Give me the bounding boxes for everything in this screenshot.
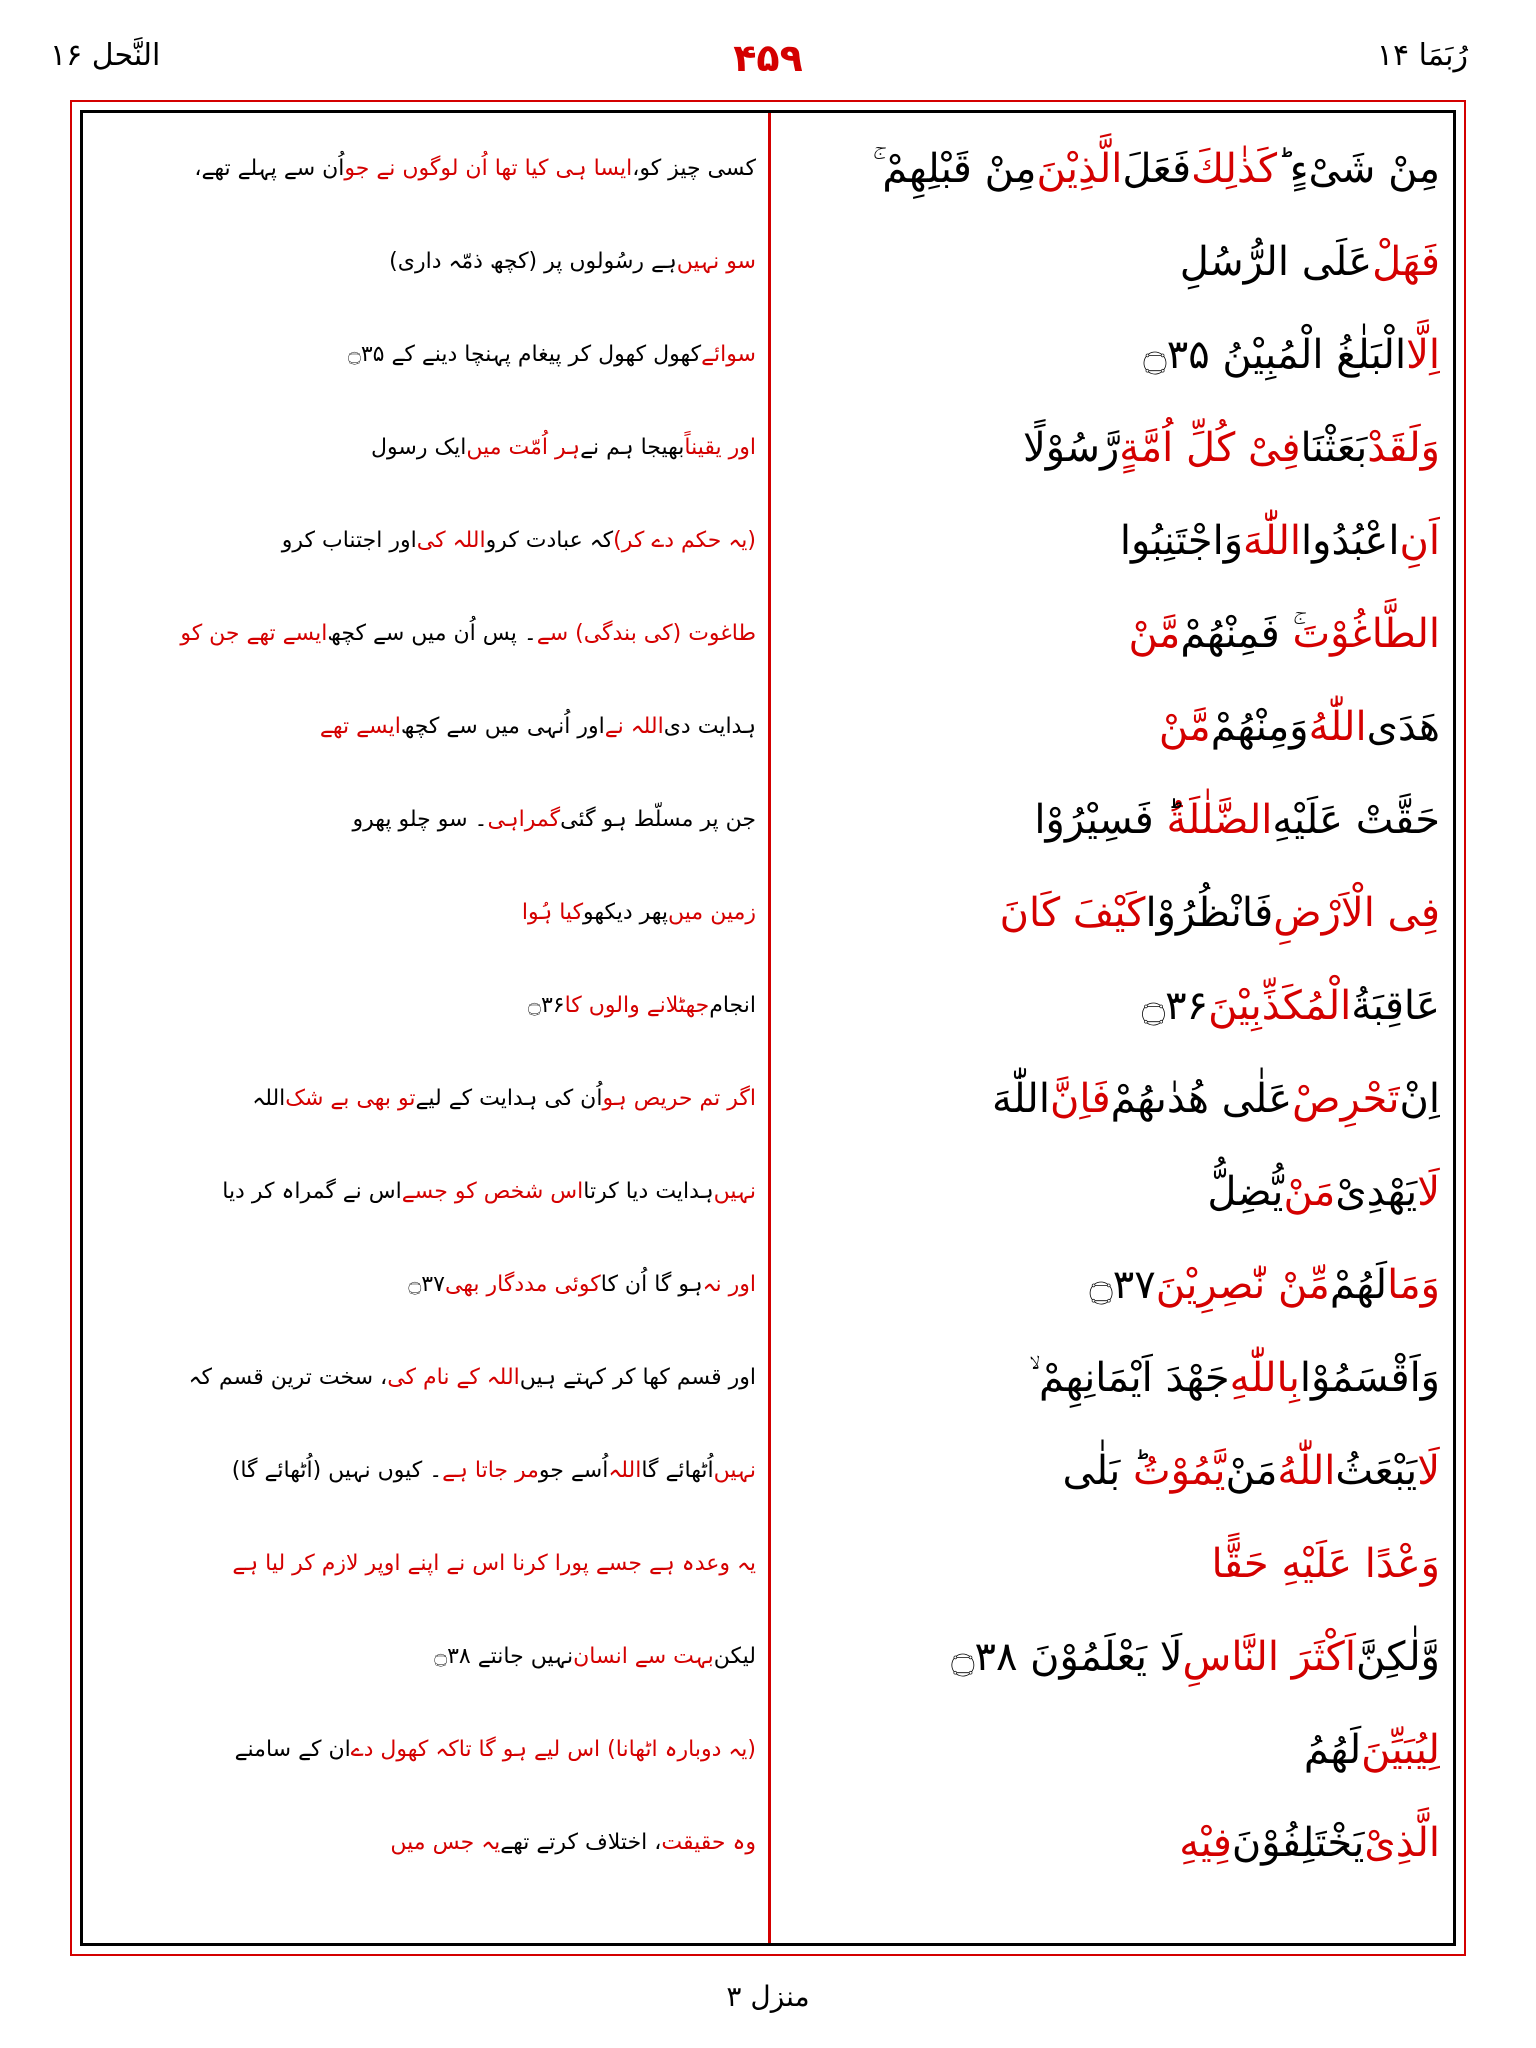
arabic-verse-line-segment: اللّٰهَ — [991, 1075, 1050, 1122]
arabic-verse-line-segment: فَانْظُرُوْا — [1145, 889, 1274, 936]
urdu-translation-line-segment: مر جاتا ہے — [442, 1458, 539, 1483]
urdu-translation-line-segment: ۔ پس اُن میں سے کچھ — [327, 621, 537, 646]
surah-label: النَّحل ۱۶ — [50, 38, 161, 73]
column-divider — [768, 113, 771, 1943]
arabic-verse-line-segment: اِنْ — [1399, 1075, 1440, 1122]
arabic-verse-line-segment: اعْبُدُوا — [1301, 517, 1400, 564]
arabic-verse-line-segment: ۚ فَمِنْهُمْ — [1180, 610, 1293, 657]
urdu-translation-line-segment: نہیں — [713, 1179, 756, 1204]
arabic-verse-line-segment: فَعَلَ — [1122, 145, 1192, 192]
urdu-translation-line-segment: ، اختلاف کرتے تھے — [500, 1830, 662, 1855]
arabic-verse-line-segment: ۝۳۶ — [1141, 982, 1209, 1029]
arabic-verse-line — [790, 1517, 1440, 1610]
urdu-translation-line-segment: کھول کھول کر پیغام پہنچا دینے کے ۝۳۵ — [347, 342, 702, 367]
arabic-verse-line — [790, 1424, 1440, 1517]
urdu-translation-line-segment: نہیں جانتے ۝۳۸ — [434, 1644, 574, 1669]
urdu-translation-line-segment: (یہ حکم دے کر) — [613, 528, 756, 553]
urdu-translation-line — [100, 1331, 756, 1424]
arabic-verse-line-segment: وَعْدًا عَلَیْهِ حَقًّا — [1211, 1540, 1440, 1587]
arabic-verse-line-segment: مَنْ — [1283, 1168, 1336, 1215]
urdu-translation-line — [100, 1610, 756, 1703]
arabic-verse-line-segment: بَعَثْنَا — [1300, 424, 1368, 471]
urdu-translation-line-segment: کیا ہُوا — [521, 900, 584, 925]
arabic-verse-line-segment: وَّلٰكِنَّ — [1355, 1633, 1440, 1680]
arabic-verse-line-segment: رَّسُوْلًا — [1022, 424, 1120, 471]
urdu-translation-line-segment: اُن کی ہدایت کے لیے — [415, 1086, 603, 1111]
urdu-translation-line-segment: کہ عبادت کرو — [485, 528, 614, 553]
arabic-verse-line-segment: كَذٰلِكَ — [1191, 145, 1278, 192]
arabic-verse-line-segment: مِّنْ نّٰصِرِیْنَ — [1155, 1261, 1330, 1308]
arabic-verse-line-segment: عَلٰی هُدٰىهُمْ — [1110, 1075, 1293, 1122]
urdu-translation-line-segment: بھیجا ہم نے — [580, 435, 685, 460]
urdu-translation-line-segment: ۝۳۶ — [528, 993, 565, 1018]
arabic-verse-line-segment: تَحْرِصْ — [1292, 1075, 1400, 1122]
urdu-translation-line-segment: ایک رسول — [371, 435, 467, 460]
urdu-translation-line-segment: ان کے سامنے — [234, 1737, 351, 1762]
urdu-translation-line-segment: وہ حقیقت — [661, 1830, 756, 1855]
urdu-translation-line-segment: ایسا ہی کیا تھا اُن لوگوں نے جو — [344, 156, 633, 181]
arabic-verse-line — [790, 1703, 1440, 1796]
arabic-verse-line — [790, 773, 1440, 866]
urdu-translation-line-segment: ہدایت دیا کرتا — [583, 1179, 714, 1204]
urdu-translation-line-segment: تو بھی بے شک — [285, 1086, 416, 1111]
urdu-translation-line-segment: یہ وعدہ ہے جسے پورا کرنا اس نے اپنے اوپر لازم کر لیا ہے — [232, 1551, 756, 1576]
urdu-translation-line — [100, 1517, 756, 1610]
arabic-verse-line-segment: یَبْعَثُ — [1335, 1447, 1418, 1494]
arabic-verse-line-segment: عَاقِبَةُ — [1351, 982, 1440, 1029]
urdu-translation-line — [100, 1052, 756, 1145]
urdu-translation-line-segment: اور اُنہی میں سے کچھ — [400, 714, 605, 739]
urdu-translation-line-segment: اس نے گمراہ کر دیا — [222, 1179, 402, 1204]
urdu-translation-line-segment: اس شخص کو جسے — [401, 1179, 584, 1204]
arabic-verse-line-segment: مَّنْ — [1128, 610, 1181, 657]
urdu-translation-line-segment: کوئی مددگار بھی — [444, 1272, 601, 1297]
urdu-translation-line-segment: پھر دیکھو — [583, 900, 669, 925]
arabic-verse-line-segment: وَاجْتَنِبُوا — [1119, 517, 1244, 564]
urdu-translation-line-segment: (یہ دوبارہ اٹھانا) اس لیے ہو گا تاکہ کھول دے — [350, 1737, 756, 1762]
arabic-verse-line-segment: مِنْ شَیْءٍ ؕ — [1277, 145, 1440, 192]
arabic-verse-line — [790, 1052, 1440, 1145]
urdu-translation-line-segment: اگر تم حریص ہو — [602, 1086, 756, 1111]
urdu-translation-line-segment: جن پر مسلّط ہو گئی — [560, 807, 756, 832]
arabic-verse-line-segment: الْبَلٰغُ الْمُبِیْنُ ۝۳۵ — [1143, 331, 1407, 378]
manzil-label: منزل ۳ — [726, 1980, 810, 2013]
urdu-translation-line-segment: گمراہی — [487, 807, 561, 832]
urdu-translation-line-segment: ہدایت دی — [663, 714, 756, 739]
urdu-translation-line — [100, 1796, 756, 1889]
urdu-translation-line-segment: ۔ سو چلو پھرو — [352, 807, 488, 832]
arabic-verse-line-segment: وَمِنْهُمْ — [1210, 703, 1309, 750]
arabic-verse-line-segment: حَقَّتْ عَلَیْهِ — [1272, 796, 1440, 843]
arabic-verse-line — [790, 1331, 1440, 1424]
arabic-verse-line — [790, 1796, 1440, 1889]
urdu-translation-line-segment: ہے رسُولوں پر (کچھ ذمّہ داری) — [389, 249, 677, 274]
urdu-translation-line-segment: ۔ کیوں نہیں (اُٹھائے گا) — [231, 1458, 443, 1483]
urdu-translation-column — [100, 122, 756, 1889]
urdu-translation-line-segment: انجام — [709, 993, 756, 1018]
arabic-verse-line-segment: یُّضِلُّ — [1207, 1168, 1284, 1215]
urdu-translation-line — [100, 215, 756, 308]
urdu-translation-line — [100, 587, 756, 680]
urdu-translation-line-segment: سو نہیں — [676, 249, 756, 274]
arabic-verse-line — [790, 680, 1440, 773]
arabic-verse-line-segment: بِاللّٰهِ — [1229, 1354, 1300, 1401]
arabic-verse-line-segment: فِیْهِ — [1179, 1819, 1232, 1866]
arabic-verse-line-segment: لِیُبَیِّنَ — [1361, 1726, 1440, 1773]
urdu-translation-line — [100, 1703, 756, 1796]
urdu-translation-line-segment: نہیں — [713, 1458, 756, 1483]
arabic-verse-line-segment: وَاَقْسَمُوْا — [1299, 1354, 1440, 1401]
arabic-verse-line — [790, 1145, 1440, 1238]
urdu-translation-line — [100, 866, 756, 959]
urdu-translation-line-segment: ۝۳۷ — [408, 1272, 445, 1297]
arabic-verse-line-segment: لَا — [1417, 1168, 1440, 1215]
urdu-translation-line-segment: اور اجتناب کرو — [281, 528, 417, 553]
urdu-translation-line — [100, 1424, 756, 1517]
urdu-translation-line-segment: اللہ — [608, 1458, 642, 1483]
arabic-verse-line — [790, 587, 1440, 680]
urdu-translation-line-segment: اللہ — [252, 1086, 286, 1111]
arabic-verse-line-segment: لَهُمْ — [1329, 1261, 1388, 1308]
arabic-verse-line-segment: عَلَى الرُّسُلِ — [1179, 238, 1373, 285]
urdu-translation-line-segment: اللہ کے نام کی — [387, 1365, 520, 1390]
arabic-column — [790, 122, 1440, 1889]
arabic-verse-line — [790, 1238, 1440, 1331]
urdu-translation-line-segment: جھٹلانے والوں کا — [564, 993, 710, 1018]
urdu-translation-line-segment: اُسے جو — [538, 1458, 609, 1483]
arabic-verse-line-segment: وَمَا — [1387, 1261, 1440, 1308]
urdu-translation-line-segment: سوائے — [701, 342, 756, 367]
arabic-verse-line-segment: الطَّاغُوْتَ — [1292, 610, 1440, 657]
urdu-translation-line — [100, 1145, 756, 1238]
arabic-verse-line-segment: جَهْدَ اَیْمَانِهِمْ ۙ — [1029, 1354, 1230, 1401]
arabic-verse-line-segment: یَهْدِیْ — [1335, 1168, 1418, 1215]
urdu-translation-line — [100, 122, 756, 215]
urdu-translation-line-segment: طاغوت (کی بندگی) سے — [536, 621, 756, 646]
arabic-verse-line-segment: اَنِ — [1399, 517, 1440, 564]
arabic-verse-line-segment: یَّمُوْتُ — [1132, 1447, 1226, 1494]
arabic-verse-line-segment: اللّٰهُ — [1277, 1447, 1336, 1494]
arabic-verse-line-segment: وَلَقَدْ — [1367, 424, 1440, 471]
arabic-verse-line-segment: الَّذِیْنَ — [1036, 145, 1123, 192]
arabic-verse-line-segment: هَدَى — [1366, 703, 1440, 750]
urdu-translation-line-segment: بہت سے انسان — [573, 1644, 714, 1669]
arabic-verse-line-segment: مَنْ — [1225, 1447, 1278, 1494]
urdu-translation-line-segment: ایسے تھے — [319, 714, 401, 739]
arabic-verse-line-segment: فِیْ كُلِّ اُمَّةٍ — [1119, 424, 1301, 471]
urdu-translation-line-segment: زمین میں — [668, 900, 756, 925]
urdu-translation-line-segment: اللہ نے — [604, 714, 664, 739]
arabic-verse-line-segment: مِنْ قَبْلِهِمْ ۚ — [872, 145, 1037, 192]
arabic-verse-line — [790, 959, 1440, 1052]
arabic-verse-line — [790, 215, 1440, 308]
arabic-verse-line-segment: یَخْتَلِفُوْنَ — [1231, 1819, 1365, 1866]
urdu-translation-line-segment: ہر اُمّت میں — [466, 435, 581, 460]
urdu-translation-line — [100, 959, 756, 1052]
arabic-verse-line-segment: مَّنْ — [1158, 703, 1211, 750]
arabic-verse-line — [790, 1610, 1440, 1703]
urdu-translation-line-segment: ہو گا اُن کا — [600, 1272, 703, 1297]
arabic-verse-line-segment: اِلَّا — [1406, 331, 1440, 378]
juz-label: رُبَمَا ۱۴ — [1376, 38, 1468, 73]
urdu-translation-line-segment: اُٹھائے گا — [641, 1458, 714, 1483]
urdu-translation-line — [100, 773, 756, 866]
urdu-translation-line-segment: اللہ کی — [416, 528, 486, 553]
arabic-verse-line-segment: اللّٰهُ — [1308, 703, 1367, 750]
arabic-verse-line-segment: اَكْثَرَ النَّاسِ — [1182, 1633, 1356, 1680]
urdu-translation-line — [100, 1238, 756, 1331]
urdu-translation-line-segment: یہ جس میں — [390, 1830, 501, 1855]
arabic-verse-line — [790, 308, 1440, 401]
urdu-translation-line-segment: اور قسم کھا کر کہتے ہیں — [519, 1365, 756, 1390]
arabic-verse-line-segment: الْمُكَذِّبِیْنَ — [1208, 982, 1352, 1029]
urdu-translation-line-segment: اور یقیناً — [684, 435, 756, 460]
urdu-translation-line-segment: اُن سے پہلے تھے، — [194, 156, 345, 181]
arabic-verse-line-segment: فِی الْاَرْضِ — [1273, 889, 1440, 936]
urdu-translation-line-segment: کسی چیز کو، — [632, 156, 756, 181]
arabic-verse-line — [790, 401, 1440, 494]
arabic-verse-line — [790, 122, 1440, 215]
arabic-verse-line-segment: ۝۳۷ — [1089, 1261, 1156, 1308]
arabic-verse-line-segment: فَهَلْ — [1372, 238, 1440, 285]
arabic-verse-line-segment: لَا — [1417, 1447, 1440, 1494]
page-number: ۴۵۹ — [733, 36, 803, 80]
arabic-verse-line — [790, 866, 1440, 959]
arabic-verse-line-segment: كَیْفَ كَانَ — [999, 889, 1146, 936]
urdu-translation-line — [100, 680, 756, 773]
arabic-verse-line-segment: فَاِنَّ — [1049, 1075, 1111, 1122]
urdu-translation-line — [100, 494, 756, 587]
arabic-verse-line-segment: لَهُمُ — [1303, 1726, 1362, 1773]
arabic-verse-line-segment: ؕ بَلٰی — [1062, 1447, 1133, 1494]
arabic-verse-line-segment: الضَّلٰلَةُ — [1166, 796, 1273, 843]
urdu-translation-line-segment: لیکن — [713, 1644, 756, 1669]
arabic-verse-line — [790, 494, 1440, 587]
urdu-translation-line-segment: اور نہ — [702, 1272, 756, 1297]
urdu-translation-line — [100, 401, 756, 494]
urdu-translation-line-segment: ، سخت ترین قسم کہ — [188, 1365, 388, 1390]
arabic-verse-line-segment: ؕ فَسِیْرُوْا — [1034, 796, 1167, 843]
arabic-verse-line-segment: لَا یَعْلَمُوْنَ ۝۳۸ — [951, 1633, 1183, 1680]
arabic-verse-line-segment: الَّذِیْ — [1364, 1819, 1440, 1866]
urdu-translation-line — [100, 308, 756, 401]
arabic-verse-line-segment: اللّٰهَ — [1243, 517, 1302, 564]
urdu-translation-line-segment: ایسے تھے جن کو — [180, 621, 328, 646]
